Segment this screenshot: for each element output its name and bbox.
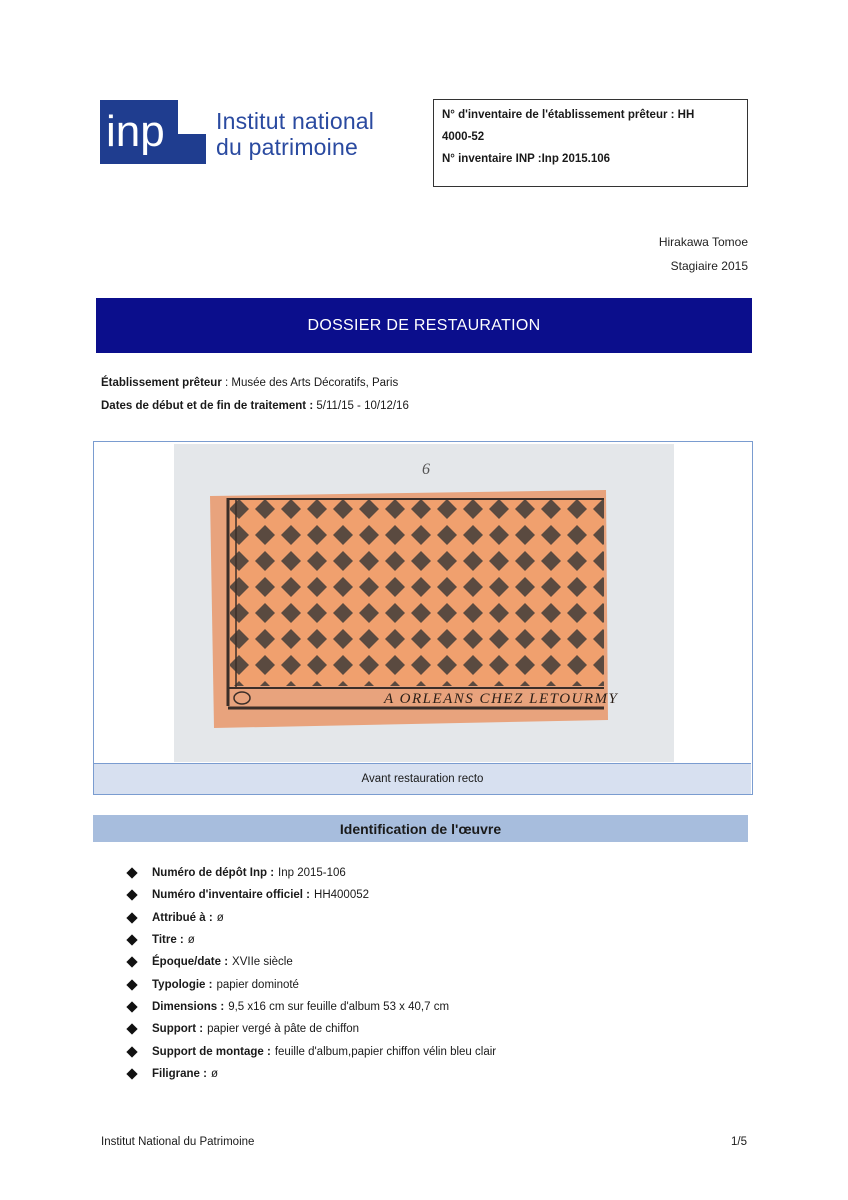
inventory-line-3: N° inventaire INP :Inp 2015.106 (442, 153, 611, 165)
photo-caption: Avant restauration recto (94, 763, 751, 794)
inventory-line-2: 4000-52 (442, 131, 485, 143)
bullet-icon (126, 957, 137, 968)
lender-value: : Musée des Arts Décoratifs, Paris (221, 377, 399, 389)
author-role: Stagiaire 2015 (670, 259, 748, 273)
author-name: Hirakawa Tomoe (658, 235, 748, 249)
item-value: HH400052 (314, 889, 369, 902)
identification-list (126, 862, 496, 1085)
bullet-icon (126, 1024, 137, 1035)
list-item (126, 1018, 496, 1040)
item-label: Époque/date : (152, 956, 229, 969)
list-item (126, 1063, 496, 1085)
bullet-icon (126, 867, 137, 878)
bullet-icon (126, 890, 137, 901)
bullet-icon (126, 912, 137, 923)
item-label: Support de montage : (152, 1045, 271, 1058)
item-value: papier vergé à pâte de chiffon (207, 1023, 360, 1036)
bullet-icon (126, 934, 137, 945)
item-label: Typologie : (152, 978, 213, 991)
bullet-icon (126, 1001, 137, 1012)
bullet-icon (126, 1046, 137, 1057)
lender-label: Établissement prêteur (101, 377, 222, 389)
item-value: ø (187, 934, 195, 947)
item-value: feuille d'album,papier chiffon vélin bleu clair (274, 1045, 497, 1058)
artwork-photo (174, 444, 674, 762)
photo-frame (93, 441, 753, 795)
item-label: Attribué à : (152, 911, 213, 924)
list-item (126, 884, 496, 906)
list-item (126, 1040, 496, 1062)
artwork-illustration (174, 444, 674, 762)
bullet-icon (126, 979, 137, 990)
item-label: Titre : (152, 934, 184, 947)
inventory-line-1: N° d'inventaire de l'établissement prêteur : HH (442, 109, 695, 121)
item-label: Filigrane : (152, 1067, 207, 1080)
section-heading: Identification de l'œuvre (93, 815, 748, 842)
printed-text: A ORLEANS CHEZ LETOURMY (384, 691, 619, 707)
bullet-icon (126, 1068, 137, 1079)
list-item (126, 973, 496, 995)
dates-line (101, 398, 409, 414)
dates-value: 5/11/15 - 10/12/16 (313, 400, 409, 412)
list-item (126, 996, 496, 1018)
item-value: XVIIe siècle (232, 956, 293, 969)
logo-line-2: du patrimoine (216, 134, 358, 160)
inp-logo-mark (100, 100, 206, 164)
lender-line (101, 375, 398, 391)
item-value: ø (216, 911, 224, 924)
item-label: Numéro d'inventaire officiel : (152, 889, 311, 902)
list-item (126, 907, 496, 929)
item-value: ø (210, 1067, 218, 1080)
document-title: DOSSIER DE RESTAURATION (96, 298, 752, 353)
item-value: papier dominoté (216, 978, 299, 991)
item-label: Support : (152, 1023, 204, 1036)
logo-wordmark (216, 108, 374, 160)
logo-line-1: Institut national (216, 108, 375, 134)
dates-label: Dates de début et de fin de traitement : (101, 400, 314, 412)
item-value: 9,5 x16 cm sur feuille d'album 53 x 40,7 cm (228, 1000, 450, 1013)
inventory-box (433, 99, 748, 187)
list-item (126, 862, 496, 884)
author-block (659, 230, 748, 278)
item-label: Numéro de dépôt Inp : (152, 867, 275, 880)
footer-institution: Institut National du Patrimoine (101, 1136, 255, 1148)
list-item (126, 951, 496, 973)
item-label: Dimensions : (152, 1000, 225, 1013)
item-value: Inp 2015-106 (278, 867, 346, 880)
sheet-number: 6 (422, 461, 430, 478)
logo-mark-text: inp (106, 107, 165, 156)
list-item (126, 929, 496, 951)
page-number: 1/5 (731, 1136, 747, 1148)
